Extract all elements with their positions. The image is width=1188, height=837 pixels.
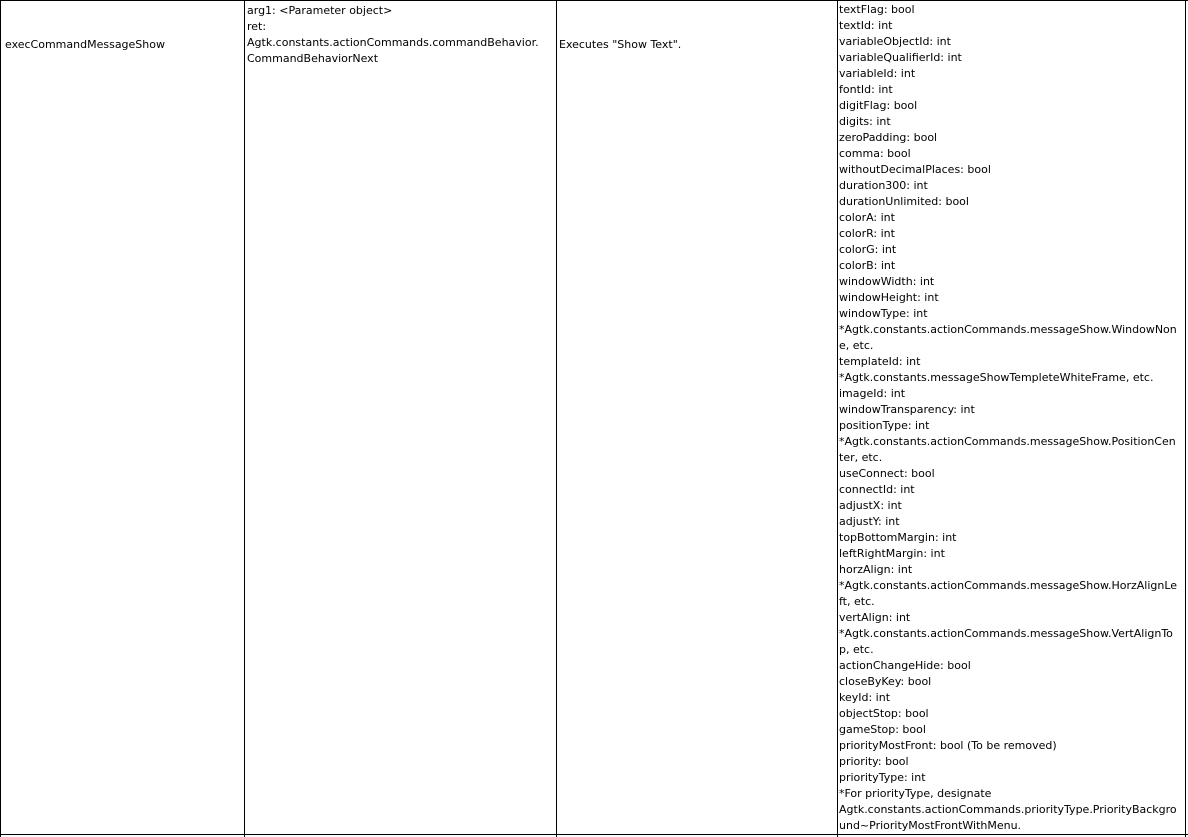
parameter-line: windowHeight: int	[839, 291, 939, 304]
parameter-line: windowType: int	[839, 307, 928, 320]
column-divider-2	[244, 0, 245, 837]
parameters-cell[interactable]	[839, 2, 1177, 834]
parameter-line: variableObjectId: int	[839, 35, 951, 48]
parameter-line: ft, etc.	[839, 595, 875, 608]
parameter-line: vertAlign: int	[839, 611, 911, 624]
parameter-line: duration300: int	[839, 179, 928, 192]
parameter-line: colorB: int	[839, 259, 896, 272]
parameter-line: priorityType: int	[839, 771, 926, 784]
argument-line: Agtk.constants.actionCommands.commandBehavior.	[247, 36, 539, 49]
parameter-line: *Agtk.constants.actionCommands.messageShow.WindowNon	[839, 323, 1177, 336]
parameter-line: objectStop: bool	[839, 707, 929, 720]
command-name-cell[interactable]	[5, 5, 165, 85]
parameter-line: e, etc.	[839, 339, 874, 352]
parameter-line: withoutDecimalPlaces: bool	[839, 163, 991, 176]
column-divider-5	[1185, 0, 1186, 837]
parameter-line: und~PriorityMostFrontWithMenu.	[839, 819, 1022, 832]
parameter-line: colorA: int	[839, 211, 895, 224]
parameter-line: textId: int	[839, 19, 893, 32]
argument-line: CommandBehaviorNext	[247, 52, 379, 65]
parameter-line: adjustX: int	[839, 499, 902, 512]
parameter-line: zeroPadding: bool	[839, 131, 938, 144]
parameter-line: actionChangeHide: bool	[839, 659, 971, 672]
argument-line: ret:	[247, 20, 267, 33]
parameter-line: connectId: int	[839, 483, 915, 496]
parameter-line: positionType: int	[839, 419, 930, 432]
parameter-line: digits: int	[839, 115, 891, 128]
parameter-line: topBottomMargin: int	[839, 531, 957, 544]
parameter-line: digitFlag: bool	[839, 99, 918, 112]
parameter-line: horzAlign: int	[839, 563, 913, 576]
parameter-line: keyId: int	[839, 691, 891, 704]
parameter-line: variableId: int	[839, 67, 916, 80]
column-divider-3	[556, 0, 557, 837]
parameter-line: windowWidth: int	[839, 275, 935, 288]
parameter-line: *Agtk.constants.actionCommands.messageShow.VertAlignTo	[839, 627, 1173, 640]
description-text: Executes "Show Text".	[559, 38, 682, 51]
parameter-line: *Agtk.constants.actionCommands.messageShow.PositionCen	[839, 435, 1176, 448]
parameter-line: closeByKey: bool	[839, 675, 932, 688]
parameter-line: colorG: int	[839, 243, 897, 256]
parameter-line: adjustY: int	[839, 515, 900, 528]
parameter-line: useConnect: bool	[839, 467, 935, 480]
command-name: execCommandMessageShow	[5, 38, 165, 51]
parameter-line: durationUnlimited: bool	[839, 195, 969, 208]
parameter-line: windowTransparency: int	[839, 403, 975, 416]
column-divider-4	[837, 0, 838, 837]
parameter-line: priority: bool	[839, 755, 909, 768]
table-top-border	[0, 0, 1188, 1]
parameter-line: variableQualifierId: int	[839, 51, 962, 64]
parameter-line: *Agtk.constants.messageShowTempleteWhiteFrame, etc.	[839, 371, 1154, 384]
parameter-line: colorR: int	[839, 227, 895, 240]
parameter-line: leftRightMargin: int	[839, 547, 945, 560]
table-bottom-border	[0, 834, 1188, 835]
column-divider-1	[0, 0, 1, 837]
parameter-line: p, etc.	[839, 643, 874, 656]
argument-line: arg1: <Parameter object>	[247, 4, 393, 17]
parameter-line: ter, etc.	[839, 451, 883, 464]
parameter-line: *Agtk.constants.actionCommands.messageShow.HorzAlignLe	[839, 579, 1178, 592]
parameter-line: gameStop: bool	[839, 723, 926, 736]
parameter-line: *For priorityType, designate	[839, 787, 992, 800]
parameter-line: textFlag: bool	[839, 3, 915, 16]
parameter-line: priorityMostFront: bool (To be removed)	[839, 739, 1057, 752]
parameter-line: comma: bool	[839, 147, 911, 160]
description-cell[interactable]	[559, 5, 681, 85]
parameter-line: templateId: int	[839, 355, 921, 368]
parameter-line: fontId: int	[839, 83, 893, 96]
arguments-cell[interactable]	[247, 3, 539, 67]
parameter-line: Agtk.constants.actionCommands.priorityType.PriorityBackgro	[839, 803, 1177, 816]
parameter-line: imageId: int	[839, 387, 906, 400]
